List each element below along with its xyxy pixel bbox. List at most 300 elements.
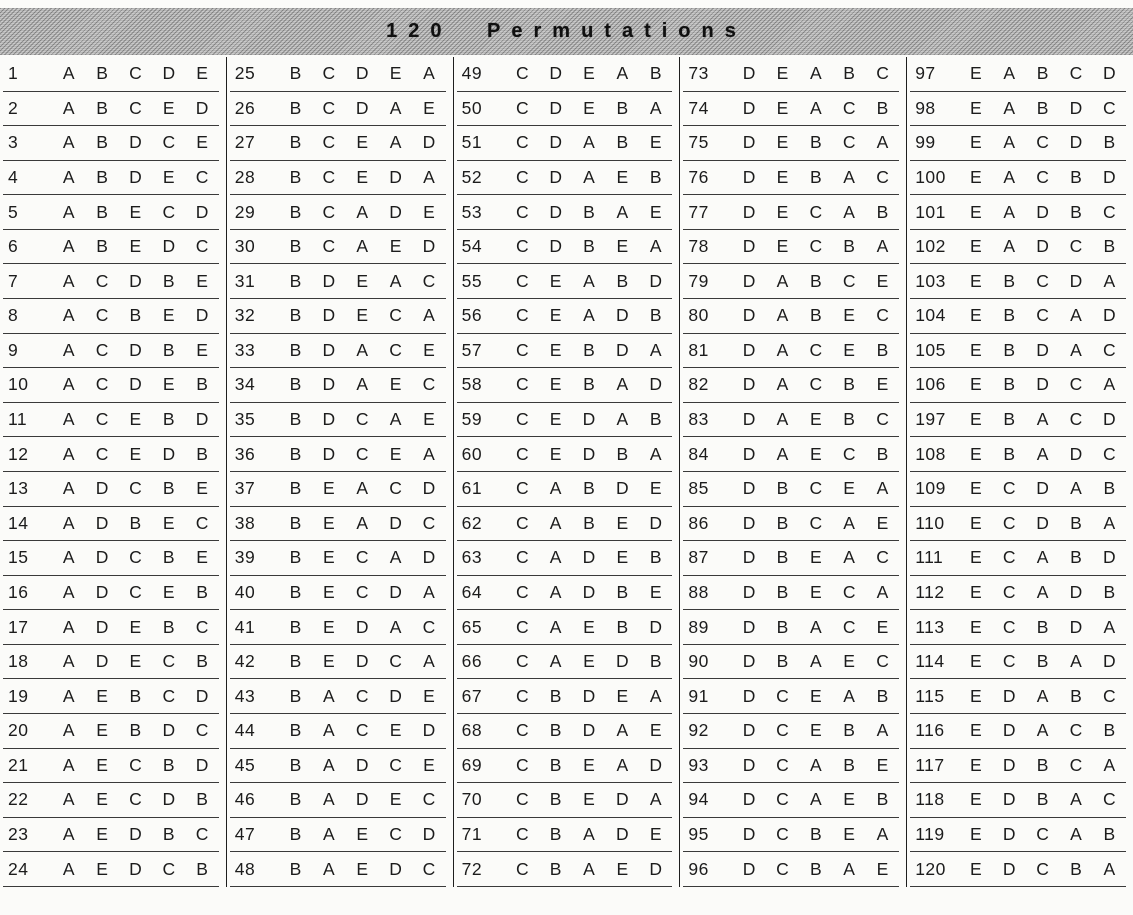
table-row xyxy=(3,161,219,196)
table-row xyxy=(910,437,1126,472)
letter-cell-1: C xyxy=(515,685,529,706)
letter-cell-2: E xyxy=(322,512,335,533)
table-row xyxy=(457,679,673,714)
letter-cell-3: E xyxy=(809,685,822,706)
letter-cell-1: E xyxy=(970,339,982,360)
letter-cell-5: C xyxy=(876,167,889,188)
letter-cell-3: B xyxy=(129,305,142,326)
letter-cell-1: B xyxy=(289,858,302,879)
letter-cell-4: E xyxy=(616,167,629,188)
row-number: 32 xyxy=(234,305,256,326)
letter-cell-1: A xyxy=(62,270,75,291)
letter-cell-3: A xyxy=(583,858,595,879)
letter-cell-5: E xyxy=(196,478,208,499)
letter-cell-5: A xyxy=(1103,754,1116,775)
letter-cell-3: E xyxy=(809,443,822,464)
row-number: 5 xyxy=(8,201,19,222)
letter-cell-1: A xyxy=(62,651,75,672)
letter-cell-3: A xyxy=(809,616,822,637)
row-number: 89 xyxy=(688,616,709,637)
letter-cell-3: E xyxy=(129,651,142,672)
letter-cell-1: E xyxy=(970,685,982,706)
row-number: 68 xyxy=(461,720,483,741)
row-number: 108 xyxy=(915,443,946,464)
table-row xyxy=(683,472,899,507)
letter-cell-4: C xyxy=(842,581,856,602)
letter-cell-3: C xyxy=(809,512,823,533)
table-row xyxy=(910,368,1126,403)
letter-cell-1: B xyxy=(289,547,302,568)
letter-cell-3: D xyxy=(355,651,369,672)
row-number: 14 xyxy=(8,512,29,533)
letter-cell-1: B xyxy=(289,270,302,291)
letter-cell-5: D xyxy=(1102,409,1116,430)
letter-cell-5: A xyxy=(876,720,889,741)
letter-cell-1: D xyxy=(742,512,756,533)
letter-cell-5: C xyxy=(422,858,436,879)
letter-cell-3: A xyxy=(809,754,822,775)
table-row xyxy=(230,403,446,438)
row-number: 26 xyxy=(234,97,256,118)
letter-cell-5: B xyxy=(1103,824,1116,844)
letter-cell-5: C xyxy=(195,720,209,741)
letter-cell-2: D xyxy=(95,616,109,637)
table-row xyxy=(230,472,446,507)
letter-cell-5: B xyxy=(649,305,662,326)
letter-cell-4: D xyxy=(389,512,402,533)
letter-cell-3: A xyxy=(356,339,369,360)
letter-cell-2: B xyxy=(96,63,108,84)
row-number: 115 xyxy=(915,685,945,706)
letter-cell-1: A xyxy=(62,374,75,395)
letter-cell-1: B xyxy=(289,305,302,326)
letter-cell-1: D xyxy=(742,305,756,326)
row-number: 72 xyxy=(461,858,483,879)
letter-cell-5: D xyxy=(649,754,663,775)
table-row xyxy=(683,610,899,645)
row-number: 84 xyxy=(688,443,709,464)
letter-cell-1: B xyxy=(289,512,302,533)
letter-cell-2: C xyxy=(322,236,336,257)
letter-cell-5: E xyxy=(649,478,662,499)
row-number: 49 xyxy=(461,63,483,84)
letter-cell-2: E xyxy=(549,409,562,430)
letter-cell-5: B xyxy=(876,685,889,706)
letter-cell-4: D xyxy=(389,581,402,602)
letter-cell-1: B xyxy=(289,789,302,810)
table-row xyxy=(910,679,1126,714)
letter-cell-4: E xyxy=(162,97,175,118)
letter-cell-4: A xyxy=(1070,824,1082,844)
letter-cell-1: B xyxy=(289,754,302,775)
row-number: 100 xyxy=(915,167,946,188)
letter-cell-4: D xyxy=(1069,443,1083,464)
table-row xyxy=(457,403,673,438)
row-number: 76 xyxy=(688,167,709,188)
letter-cell-4: A xyxy=(389,132,402,153)
row-number: 23 xyxy=(8,824,29,844)
letter-cell-2: E xyxy=(776,201,789,222)
letter-cell-4: B xyxy=(162,754,175,775)
letter-cell-4: E xyxy=(389,374,402,395)
table-row xyxy=(230,334,446,369)
table-row xyxy=(3,679,219,714)
letter-cell-4: C xyxy=(162,858,176,879)
letter-cell-2: E xyxy=(549,270,562,291)
row-number: 46 xyxy=(234,789,256,810)
letter-cell-1: D xyxy=(742,754,756,775)
letter-cell-4: E xyxy=(389,789,402,810)
letter-cell-1: C xyxy=(515,858,529,879)
letter-cell-2: D xyxy=(1002,858,1016,879)
letter-cell-5: E xyxy=(876,616,889,637)
letter-cell-3: D xyxy=(582,409,596,430)
letter-cell-4: E xyxy=(162,581,175,602)
letter-cell-1: E xyxy=(970,443,982,464)
table-row xyxy=(683,749,899,784)
table-row xyxy=(3,126,219,161)
letter-cell-2: B xyxy=(1003,409,1016,430)
row-number: 48 xyxy=(234,858,256,879)
letter-cell-1: D xyxy=(742,443,756,464)
row-number: 114 xyxy=(915,651,945,672)
letter-cell-3: E xyxy=(583,651,595,672)
letter-cell-1: C xyxy=(515,132,529,153)
table-row xyxy=(3,264,219,299)
letter-cell-4: D xyxy=(616,789,629,810)
row-number: 118 xyxy=(915,789,945,810)
letter-cell-5: E xyxy=(423,97,435,118)
letter-cell-3: D xyxy=(355,754,369,775)
letter-cell-2: E xyxy=(322,547,335,568)
letter-cell-5: A xyxy=(649,339,662,360)
table-row xyxy=(683,126,899,161)
letter-cell-4: A xyxy=(389,547,402,568)
letter-cell-4: B xyxy=(162,270,175,291)
row-number: 65 xyxy=(461,616,483,637)
letter-cell-4: C xyxy=(1069,409,1083,430)
letter-cell-5: C xyxy=(876,547,889,568)
table-row xyxy=(683,679,899,714)
letter-cell-5: E xyxy=(196,547,208,568)
letter-cell-1: C xyxy=(515,443,529,464)
letter-cell-4: A xyxy=(1070,305,1082,326)
table-row xyxy=(3,852,219,887)
letter-cell-5: C xyxy=(876,651,889,672)
letter-cell-1: D xyxy=(742,97,756,118)
letter-cell-4: C xyxy=(389,339,402,360)
letter-cell-3: D xyxy=(1036,478,1049,499)
table-column-1 xyxy=(0,57,226,887)
letter-cell-2: C xyxy=(322,201,336,222)
letter-cell-1: E xyxy=(970,132,982,153)
letter-cell-4: B xyxy=(616,443,629,464)
letter-cell-2: C xyxy=(776,685,789,706)
table-row xyxy=(3,299,219,334)
letter-cell-4: D xyxy=(1069,581,1083,602)
letter-cell-3: B xyxy=(583,339,595,360)
table-row xyxy=(230,195,446,230)
letter-cell-5: E xyxy=(423,685,435,706)
letter-cell-5: D xyxy=(422,236,436,257)
letter-cell-1: A xyxy=(62,824,75,844)
table-row xyxy=(3,403,219,438)
letter-cell-3: E xyxy=(809,409,822,430)
letter-cell-3: D xyxy=(355,97,369,118)
letter-cell-3: A xyxy=(583,167,595,188)
letter-cell-3: D xyxy=(582,685,596,706)
letter-cell-1: D xyxy=(742,132,756,153)
letter-cell-2: C xyxy=(776,754,789,775)
row-number: 50 xyxy=(461,97,483,118)
table-row xyxy=(457,57,673,92)
letter-cell-1: C xyxy=(515,167,529,188)
letter-cell-3: C xyxy=(1036,270,1049,291)
letter-cell-1: C xyxy=(515,409,529,430)
letter-cell-1: C xyxy=(515,651,529,672)
letter-cell-2: D xyxy=(322,270,336,291)
letter-cell-5: D xyxy=(1102,651,1116,672)
letter-cell-4: B xyxy=(616,616,629,637)
letter-cell-2: C xyxy=(776,858,789,879)
letter-cell-2: D xyxy=(95,478,109,499)
letter-cell-3: C xyxy=(129,547,142,568)
letter-cell-4: C xyxy=(1069,374,1083,395)
letter-cell-4: E xyxy=(843,339,855,360)
letter-cell-5: B xyxy=(196,443,208,464)
letter-cell-3: C xyxy=(129,63,142,84)
letter-cell-3: C xyxy=(129,478,142,499)
letter-cell-1: E xyxy=(970,167,982,188)
letter-cell-1: D xyxy=(742,339,756,360)
row-number: 64 xyxy=(461,581,483,602)
row-number: 93 xyxy=(688,754,709,775)
table-row xyxy=(3,610,219,645)
letter-cell-3: A xyxy=(1036,547,1049,568)
letter-cell-5: D xyxy=(422,547,436,568)
letter-cell-3: D xyxy=(355,616,369,637)
letter-cell-1: D xyxy=(742,167,756,188)
row-number: 62 xyxy=(461,512,483,533)
letter-cell-2: D xyxy=(549,201,562,222)
row-number: 12 xyxy=(8,443,29,464)
letter-cell-4: A xyxy=(616,63,629,84)
letter-cell-4: E xyxy=(616,858,629,879)
letter-cell-3: E xyxy=(129,616,142,637)
letter-cell-1: E xyxy=(970,374,982,395)
letter-cell-1: E xyxy=(970,720,982,741)
letter-cell-4: A xyxy=(389,409,402,430)
letter-cell-3: E xyxy=(356,858,369,879)
letter-cell-2: E xyxy=(96,824,108,844)
table-row xyxy=(683,852,899,887)
letter-cell-2: B xyxy=(1003,339,1016,360)
table-row xyxy=(910,57,1126,92)
letter-cell-5: A xyxy=(876,824,889,844)
letter-cell-2: B xyxy=(549,858,562,879)
letter-cell-3: D xyxy=(129,167,142,188)
table-row xyxy=(910,852,1126,887)
letter-cell-3: E xyxy=(583,97,595,118)
table-row xyxy=(457,161,673,196)
row-number: 7 xyxy=(8,270,19,291)
letter-cell-2: E xyxy=(549,374,562,395)
row-number: 85 xyxy=(688,478,709,499)
letter-cell-1: C xyxy=(515,616,529,637)
letter-cell-5: D xyxy=(422,824,436,844)
letter-cell-4: A xyxy=(843,201,855,222)
table-column-2 xyxy=(226,57,453,887)
letter-cell-5: E xyxy=(196,270,208,291)
letter-cell-4: D xyxy=(162,236,176,257)
letter-cell-2: D xyxy=(549,236,562,257)
table-row xyxy=(230,714,446,749)
letter-cell-3: E xyxy=(129,443,142,464)
row-number: 30 xyxy=(234,236,256,257)
table-row xyxy=(3,714,219,749)
letter-cell-1: B xyxy=(289,720,302,741)
letter-cell-2: C xyxy=(1002,547,1016,568)
letter-cell-1: D xyxy=(742,720,756,741)
row-number: 92 xyxy=(688,720,709,741)
row-number: 24 xyxy=(8,858,29,879)
letter-cell-5: B xyxy=(876,339,889,360)
letter-cell-3: A xyxy=(809,651,822,672)
letter-cell-1: D xyxy=(742,201,756,222)
letter-cell-2: D xyxy=(1002,789,1016,810)
table-row xyxy=(230,783,446,818)
row-number: 41 xyxy=(234,616,256,637)
letter-cell-4: D xyxy=(616,478,629,499)
row-number: 96 xyxy=(688,858,709,879)
table-row xyxy=(457,645,673,680)
letter-cell-1: C xyxy=(515,754,529,775)
row-number: 33 xyxy=(234,339,256,360)
table-row xyxy=(3,576,219,611)
letter-cell-3: A xyxy=(809,63,822,84)
letter-cell-2: E xyxy=(776,167,789,188)
letter-cell-2: B xyxy=(96,132,108,153)
letter-cell-4: A xyxy=(616,201,629,222)
letter-cell-4: B xyxy=(843,409,855,430)
letter-cell-2: A xyxy=(549,581,562,602)
letter-cell-2: A xyxy=(549,651,562,672)
table-row xyxy=(457,126,673,161)
letter-cell-5: B xyxy=(876,443,889,464)
letter-cell-2: A xyxy=(1003,167,1016,188)
letter-cell-2: C xyxy=(776,720,789,741)
letter-cell-2: D xyxy=(95,651,109,672)
letter-cell-5: E xyxy=(649,720,662,741)
row-number: 60 xyxy=(461,443,483,464)
letter-cell-4: D xyxy=(389,167,402,188)
letter-cell-3: C xyxy=(355,581,369,602)
table-row xyxy=(683,783,899,818)
letter-cell-1: A xyxy=(62,581,75,602)
row-number: 69 xyxy=(461,754,483,775)
row-number: 3 xyxy=(8,132,19,153)
table-row xyxy=(230,818,446,853)
letter-cell-2: B xyxy=(776,547,789,568)
letter-cell-3: D xyxy=(582,547,596,568)
letter-cell-5: B xyxy=(196,789,208,810)
letter-cell-5: B xyxy=(196,374,208,395)
letter-cell-5: E xyxy=(423,409,435,430)
letter-cell-1: B xyxy=(289,581,302,602)
letter-cell-2: D xyxy=(549,97,562,118)
letter-cell-3: D xyxy=(1036,512,1049,533)
letter-cell-3: D xyxy=(129,858,142,879)
letter-cell-2: E xyxy=(96,754,108,775)
table-row xyxy=(457,368,673,403)
letter-cell-3: D xyxy=(582,720,596,741)
letter-cell-1: B xyxy=(289,409,302,430)
letter-cell-5: E xyxy=(876,270,889,291)
letter-cell-4: D xyxy=(1069,616,1083,637)
letter-cell-5: D xyxy=(195,305,209,326)
table-row xyxy=(3,57,219,92)
table-row xyxy=(230,852,446,887)
letter-cell-4: E xyxy=(162,374,175,395)
letter-cell-1: C xyxy=(515,789,529,810)
letter-cell-1: A xyxy=(62,201,75,222)
letter-cell-2: C xyxy=(1002,651,1016,672)
table-row xyxy=(3,437,219,472)
letter-cell-5: A xyxy=(649,236,662,257)
letter-cell-2: B xyxy=(549,754,562,775)
letter-cell-2: B xyxy=(1003,443,1016,464)
row-number: 16 xyxy=(8,581,29,602)
letter-cell-4: B xyxy=(843,754,855,775)
letter-cell-4: D xyxy=(389,685,402,706)
letter-cell-5: A xyxy=(423,167,435,188)
letter-cell-3: C xyxy=(355,547,369,568)
row-number: 36 xyxy=(234,443,256,464)
letter-cell-1: C xyxy=(515,339,529,360)
letter-cell-5: A xyxy=(876,236,889,257)
letter-cell-4: E xyxy=(389,720,402,741)
row-number: 42 xyxy=(234,651,256,672)
table-row xyxy=(683,368,899,403)
letter-cell-5: D xyxy=(422,478,436,499)
letter-cell-5: C xyxy=(876,305,889,326)
letter-cell-4: C xyxy=(842,270,856,291)
letter-cell-4: C xyxy=(842,616,856,637)
letter-cell-5: C xyxy=(1102,685,1116,706)
letter-cell-4: E xyxy=(162,167,175,188)
title-band xyxy=(0,8,1133,55)
row-number: 51 xyxy=(461,132,483,153)
letter-cell-3: B xyxy=(583,374,595,395)
row-number: 98 xyxy=(915,97,936,118)
letter-cell-5: B xyxy=(876,201,889,222)
letter-cell-4: C xyxy=(389,824,402,844)
letter-cell-2: A xyxy=(322,824,335,844)
letter-cell-2: B xyxy=(549,720,562,741)
letter-cell-2: D xyxy=(95,547,109,568)
letter-cell-2: A xyxy=(776,270,789,291)
letter-cell-1: E xyxy=(970,270,982,291)
letter-cell-3: C xyxy=(1036,858,1049,879)
row-number: 71 xyxy=(461,824,483,844)
letter-cell-2: B xyxy=(776,581,789,602)
table-row xyxy=(3,507,219,542)
letter-cell-3: C xyxy=(1036,824,1049,844)
letter-cell-3: A xyxy=(1036,685,1049,706)
row-number: 4 xyxy=(8,167,19,188)
letter-cell-1: A xyxy=(62,685,75,706)
row-number: 99 xyxy=(915,132,936,153)
